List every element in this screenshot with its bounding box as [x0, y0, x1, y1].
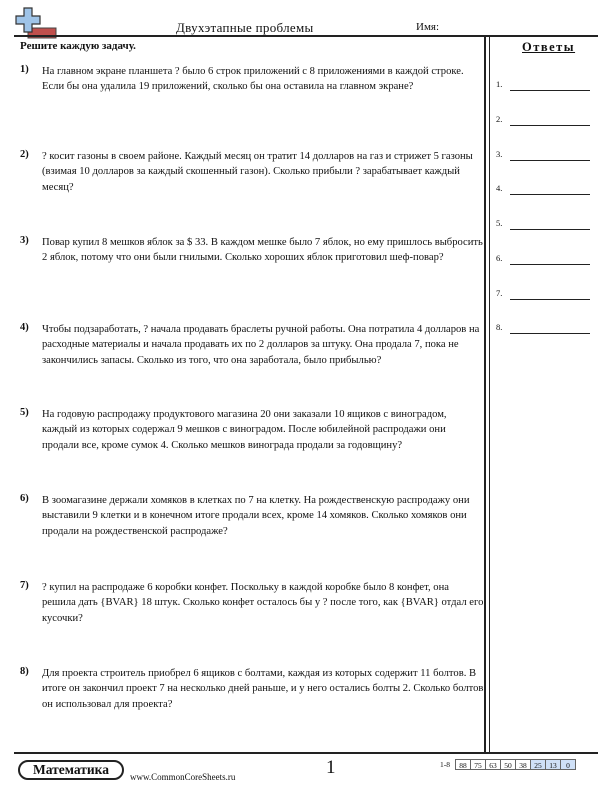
answer-slot-8[interactable]	[496, 321, 596, 335]
answer-number: 2.	[496, 114, 503, 124]
problem-text: На главном экране планшета ? было 6 строк приложений с 8 приложениями в каждой строке. Если бы она удалила 19 приложений, сколько бы она оставила на главном экране?	[42, 66, 464, 93]
answer-line	[510, 125, 590, 126]
problem-number: 4)	[20, 322, 29, 333]
score-cell: 88	[455, 759, 471, 770]
name-label: Имя:	[416, 21, 440, 33]
answer-line	[510, 194, 590, 195]
problem-text: На годовую распродажу продуктового магазина 20 они заказали 10 ящиков с виноградом, каждый из которых содержал 9 мешков с виноградом. После юбилейной распродажи они продали все, кроме сумок 4. Сколько мешков винограда продали за годовщину?	[42, 409, 447, 451]
answer-number: 7.	[496, 288, 503, 298]
problem-number: 8)	[20, 666, 29, 677]
problem-number: 1)	[20, 64, 29, 75]
answers-column-divider-inner	[489, 37, 490, 752]
answer-line	[510, 264, 590, 265]
problem-number: 6)	[20, 493, 29, 504]
problem-text: ? купил на распродаже 6 коробки конфет. Поскольку в каждой коробке было 8 конфет, она решила дать {BVAR} 18 штук. Сколько конфет осталось бы у ? после того, как {BVAR} отдал его кусочки?	[42, 582, 484, 624]
answer-number: 5.	[496, 218, 503, 228]
answer-line	[510, 333, 590, 334]
score-cell: 25	[530, 759, 546, 770]
answer-slot-6[interactable]	[496, 252, 596, 266]
problem-text: В зоомагазине держали хомяков в клетках по 7 на клетку. На рождественскую распродажу они выставили 9 клетки и в конечном итоге продали всех, кроме 14 хомяков. Сколько хомяков они продали на рождественской распродаже?	[42, 495, 470, 537]
score-cell: 50	[500, 759, 516, 770]
problem-text: ? косит газоны в своем районе. Каждый месяц он тратит 14 долларов на газ и стрижет 5 газоны (взимая 10 долларов за каждый скошенный газон). Сколько прибыли ? зарабатывает каждый месяц?	[42, 151, 473, 193]
footer-divider	[14, 752, 598, 754]
answer-slot-1[interactable]	[496, 78, 596, 92]
problem-text: Повар купил 8 мешков яблок за $ 33. В каждом мешке было 7 яблок, но ему пришлось выбросить 2 яблок, потому что они были гнилыми. Сколько хороших яблок приготовил шеф-повар?	[42, 237, 483, 264]
problem-number: 2)	[20, 149, 29, 160]
instructions: Решите каждую задачу.	[20, 40, 136, 52]
site-url: www.CommonCoreSheets.ru	[130, 772, 236, 782]
score-range: 1-8	[440, 760, 450, 769]
score-cell: 0	[560, 759, 576, 770]
answer-line	[510, 229, 590, 230]
answer-slot-2[interactable]	[496, 113, 596, 127]
problem-number: 7)	[20, 580, 29, 591]
answers-title: Ответы	[522, 40, 576, 54]
score-cell: 75	[470, 759, 486, 770]
answer-number: 8.	[496, 322, 503, 332]
score-cell: 13	[545, 759, 561, 770]
answer-number: 6.	[496, 253, 503, 263]
subject-badge: Математика	[18, 760, 124, 780]
score-cell: 63	[485, 759, 501, 770]
page-number: 1	[326, 757, 336, 778]
header-divider	[14, 35, 598, 37]
answer-number: 3.	[496, 149, 503, 159]
answers-column-divider	[484, 37, 486, 752]
answer-slot-3[interactable]	[496, 148, 596, 162]
score-cell: 38	[515, 759, 531, 770]
answer-line	[510, 299, 590, 300]
answer-line	[510, 90, 590, 91]
answer-slot-4[interactable]	[496, 182, 596, 196]
problem-number: 3)	[20, 235, 29, 246]
problem-number: 5)	[20, 407, 29, 418]
worksheet-title: Двухэтапные проблемы	[176, 20, 314, 35]
answer-line	[510, 160, 590, 161]
problem-text: Для проекта строитель приобрел 6 ящиков с болтами, каждая из которых содержит 11 болтов. В итоге он закончил проект 7 на несколько дней раньше, и у него остались болты 2. Сколько болтов он использовал для проекта?	[42, 668, 484, 710]
answer-number: 4.	[496, 183, 503, 193]
problem-text: Чтобы подзаработать, ? начала продавать браслеты ручной работы. Она потратила 4 долларов на расходные материалы и начала продавать их по 2 долларов за штуку. Она продала 7, пока не закончились запасы. Сколько из того, что она заработала, было прибылью?	[42, 324, 480, 366]
answer-slot-7[interactable]	[496, 287, 596, 301]
score-table	[434, 759, 576, 770]
answer-slot-5[interactable]	[496, 217, 596, 231]
answer-number: 1.	[496, 79, 503, 89]
